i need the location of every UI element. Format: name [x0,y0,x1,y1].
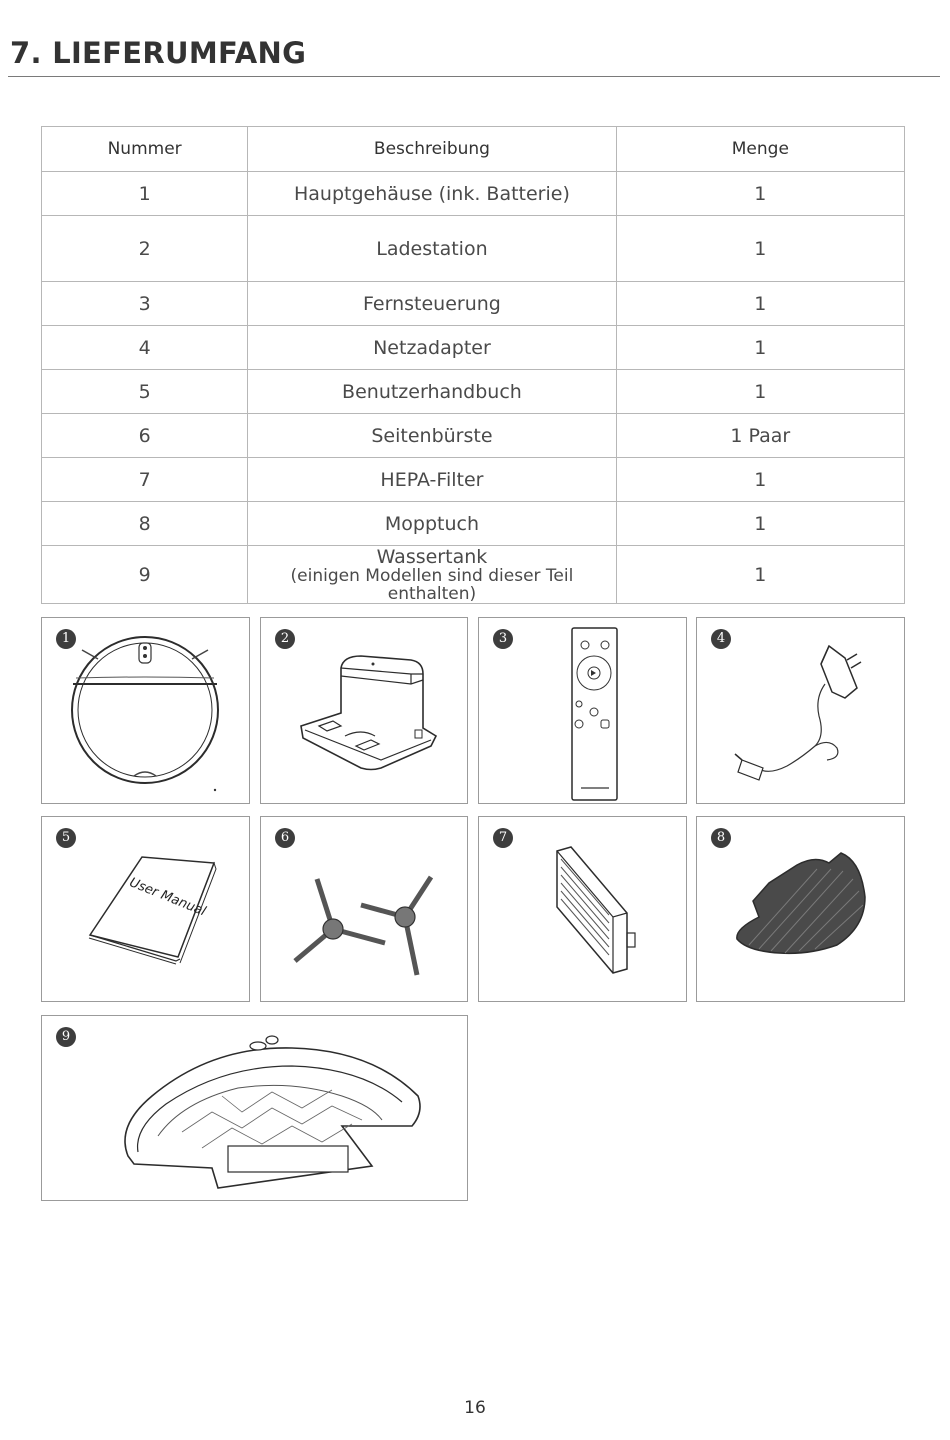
row-number: 1 [42,172,248,216]
table-row [42,414,905,458]
heading-divider [8,76,940,77]
user-manual-icon [42,817,251,1003]
row-description: HEPA-Filter [248,458,616,502]
row-description: Hauptgehäuse (ink. Batterie) [248,172,616,216]
header-quantity: Menge [616,127,904,172]
table-row [42,370,905,414]
row-number: 2 [42,216,248,282]
power-adapter-icon [697,618,906,805]
table-row [42,216,905,282]
table-row [42,458,905,502]
figure-badge: 3 [493,629,513,649]
table-row [42,172,905,216]
row-number: 5 [42,370,248,414]
header-number: Nummer [42,127,248,172]
row-description-main: Wassertank [376,545,488,568]
figure-panel-2 [260,617,468,804]
row-number: 8 [42,502,248,546]
table-row [42,502,905,546]
remote-control-icon [479,618,688,805]
manual-cover-label: User Manual [127,875,208,920]
table-row [42,282,905,326]
figure-badge: 6 [275,828,295,848]
mop-cloth-icon [697,817,906,1003]
figure-panel-1 [41,617,250,804]
row-quantity: 1 [616,546,904,604]
row-quantity: 1 [616,172,904,216]
row-quantity: 1 [616,458,904,502]
row-description: Fernsteuerung [248,282,616,326]
figure-badge: 4 [711,629,731,649]
row-number: 9 [42,546,248,604]
row-quantity: 1 [616,216,904,282]
row-quantity: 1 [616,502,904,546]
row-quantity: 1 Paar [616,414,904,458]
row-description: Benutzerhandbuch [248,370,616,414]
table-row [42,546,905,604]
robot-vacuum-icon [42,618,251,805]
figure-panel-7 [478,816,687,1002]
header-description: Beschreibung [248,127,616,172]
page-number: 16 [464,1398,486,1418]
figure-panel-3 [478,617,687,804]
row-number: 6 [42,414,248,458]
charging-dock-icon [261,618,469,805]
figure-panel-6 [260,816,468,1002]
figure-badge: 2 [275,629,295,649]
row-description [248,546,616,604]
row-number: 7 [42,458,248,502]
section-heading: 7. LIEFERUMFANG [10,36,307,70]
row-description-note: (einigen Modellen sind dieser Teil enthalten) [290,565,574,604]
figure-panel-4 [696,617,905,804]
figure-badge: 9 [56,1027,76,1047]
table-row [42,326,905,370]
row-description: Netzadapter [248,326,616,370]
row-number: 4 [42,326,248,370]
figure-badge: 5 [56,828,76,848]
row-quantity: 1 [616,326,904,370]
row-description: Mopptuch [248,502,616,546]
water-tank-icon [42,1016,469,1202]
figure-panel-5 [41,816,250,1002]
figure-badge: 1 [56,629,76,649]
hepa-filter-icon [479,817,688,1003]
figure-badge: 7 [493,828,513,848]
table-header-row [42,127,905,172]
row-quantity: 1 [616,282,904,326]
figure-badge: 8 [711,828,731,848]
row-number: 3 [42,282,248,326]
row-description: Seitenbürste [248,414,616,458]
figure-panel-9 [41,1015,468,1201]
row-description: Ladestation [248,216,616,282]
contents-table [41,126,905,604]
row-quantity: 1 [616,370,904,414]
figure-panel-8 [696,816,905,1002]
